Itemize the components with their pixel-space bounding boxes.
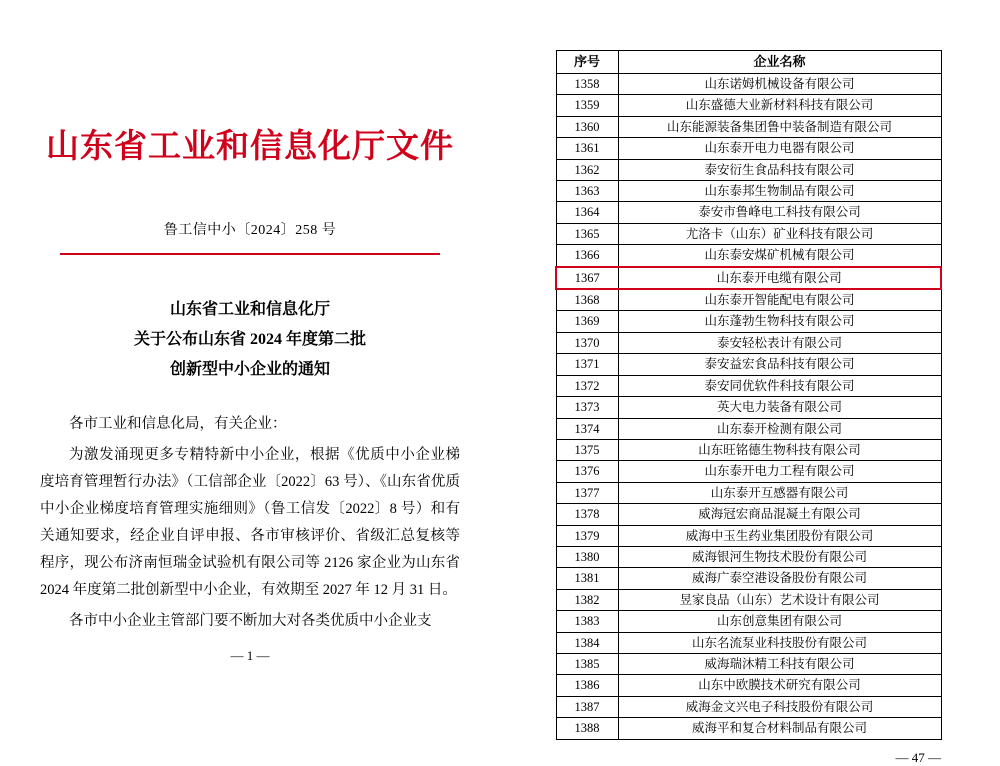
red-divider bbox=[60, 253, 440, 255]
cell-seq: 1381 bbox=[556, 568, 618, 589]
cell-seq: 1379 bbox=[556, 525, 618, 546]
cell-enterprise-name: 尤洛卡（山东）矿业科技有限公司 bbox=[618, 223, 941, 244]
cell-enterprise-name: 威海金文兴电子科技股份有限公司 bbox=[618, 696, 941, 717]
table-body bbox=[556, 74, 941, 740]
table-row bbox=[556, 375, 941, 396]
cell-enterprise-name: 威海中玉生药业集团股份有限公司 bbox=[618, 525, 941, 546]
cell-enterprise-name: 山东创意集团有限公司 bbox=[618, 611, 941, 632]
column-header-seq: 序号 bbox=[556, 51, 618, 74]
table-row bbox=[556, 611, 941, 632]
cell-enterprise-name: 山东泰开智能配电有限公司 bbox=[618, 289, 941, 311]
cell-seq: 1383 bbox=[556, 611, 618, 632]
table-row bbox=[556, 653, 941, 674]
table-row bbox=[556, 289, 941, 311]
table-row bbox=[556, 116, 941, 137]
document-body bbox=[40, 411, 460, 635]
body-paragraph-3: 各市中小企业主管部门要不断加大对各类优质中小企业支 bbox=[69, 613, 432, 629]
cell-seq: 1385 bbox=[556, 653, 618, 674]
cell-enterprise-name: 泰安同优软件科技有限公司 bbox=[618, 375, 941, 396]
table-row bbox=[556, 267, 941, 289]
table-row bbox=[556, 418, 941, 439]
table-header-row bbox=[556, 51, 941, 74]
cell-enterprise-name: 威海瑞沐精工科技有限公司 bbox=[618, 653, 941, 674]
table-row bbox=[556, 245, 941, 267]
cell-seq: 1387 bbox=[556, 696, 618, 717]
cell-seq: 1361 bbox=[556, 138, 618, 159]
table-row bbox=[556, 159, 941, 180]
table-row bbox=[556, 504, 941, 525]
cell-seq: 1358 bbox=[556, 74, 618, 95]
column-header-name: 企业名称 bbox=[618, 51, 941, 74]
document-heading bbox=[40, 295, 460, 385]
cell-seq: 1362 bbox=[556, 159, 618, 180]
document-left-page bbox=[40, 30, 460, 670]
table-row bbox=[556, 332, 941, 353]
cell-seq: 1367 bbox=[556, 267, 618, 289]
cell-enterprise-name: 威海平和复合材料制品有限公司 bbox=[618, 718, 941, 739]
cell-enterprise-name: 山东蓬勃生物科技有限公司 bbox=[618, 311, 941, 332]
cell-enterprise-name: 山东盛德大业新材料科技有限公司 bbox=[618, 95, 941, 116]
table-row bbox=[556, 675, 941, 696]
table-row bbox=[556, 461, 941, 482]
cell-seq: 1384 bbox=[556, 632, 618, 653]
cell-enterprise-name: 山东泰开电缆有限公司 bbox=[618, 267, 941, 289]
table-row bbox=[556, 354, 941, 375]
cell-enterprise-name: 山东名流泵业科技股份有限公司 bbox=[618, 632, 941, 653]
page-number-right: — 47 — bbox=[895, 749, 941, 765]
cell-enterprise-name: 山东泰开电力电器有限公司 bbox=[618, 138, 941, 159]
table-row bbox=[556, 546, 941, 567]
table-row bbox=[556, 95, 941, 116]
cell-seq: 1369 bbox=[556, 311, 618, 332]
cell-seq: 1380 bbox=[556, 546, 618, 567]
table-row bbox=[556, 568, 941, 589]
table-row bbox=[556, 439, 941, 460]
cell-seq: 1365 bbox=[556, 223, 618, 244]
cell-seq: 1363 bbox=[556, 181, 618, 202]
cell-seq: 1370 bbox=[556, 332, 618, 353]
cell-seq: 1366 bbox=[556, 245, 618, 267]
table-row bbox=[556, 397, 941, 418]
body-paragraph-1: 各市工业和信息化局，有关企业： bbox=[69, 416, 287, 432]
cell-enterprise-name: 泰安轻松表计有限公司 bbox=[618, 332, 941, 353]
cell-enterprise-name: 山东泰安煤矿机械有限公司 bbox=[618, 245, 941, 267]
cell-enterprise-name: 威海广泰空港设备股份有限公司 bbox=[618, 568, 941, 589]
cell-enterprise-name: 山东泰邦生物制品有限公司 bbox=[618, 181, 941, 202]
heading-line-3: 创新型中小企业的通知 bbox=[169, 361, 330, 378]
cell-enterprise-name: 英大电力装备有限公司 bbox=[618, 397, 941, 418]
cell-enterprise-name: 山东诺姆机械设备有限公司 bbox=[618, 74, 941, 95]
heading-line-2: 关于公布山东省 2024 年度第二批 bbox=[133, 331, 366, 348]
cell-seq: 1371 bbox=[556, 354, 618, 375]
cell-enterprise-name: 威海冠宏商品混凝土有限公司 bbox=[618, 504, 941, 525]
page-title: 山东省工业和信息化厅文件 bbox=[46, 129, 454, 165]
cell-enterprise-name: 山东泰开互感器有限公司 bbox=[618, 482, 941, 503]
cell-enterprise-name: 泰安市鲁峰电工科技有限公司 bbox=[618, 202, 941, 223]
table-row bbox=[556, 525, 941, 546]
table-row bbox=[556, 696, 941, 717]
cell-seq: 1364 bbox=[556, 202, 618, 223]
cell-seq: 1375 bbox=[556, 439, 618, 460]
cell-seq: 1360 bbox=[556, 116, 618, 137]
cell-seq: 1374 bbox=[556, 418, 618, 439]
document-number: 鲁工信中小〔2024〕258 号 bbox=[163, 223, 337, 238]
table-row bbox=[556, 311, 941, 332]
cell-enterprise-name: 昱家良品（山东）艺术设计有限公司 bbox=[618, 589, 941, 610]
cell-enterprise-name: 泰安衍生食品科技有限公司 bbox=[618, 159, 941, 180]
cell-enterprise-name: 山东泰开检测有限公司 bbox=[618, 418, 941, 439]
cell-seq: 1359 bbox=[556, 95, 618, 116]
table-row bbox=[556, 181, 941, 202]
cell-seq: 1382 bbox=[556, 589, 618, 610]
heading-line-1: 山东省工业和信息化厅 bbox=[169, 301, 330, 318]
cell-seq: 1368 bbox=[556, 289, 618, 311]
table-row bbox=[556, 202, 941, 223]
document-right-page bbox=[555, 50, 945, 766]
table-row bbox=[556, 632, 941, 653]
cell-seq: 1388 bbox=[556, 718, 618, 739]
cell-enterprise-name: 山东中欧膜技术研究有限公司 bbox=[618, 675, 941, 696]
table-row bbox=[556, 138, 941, 159]
enterprise-list-table bbox=[555, 50, 942, 740]
cell-enterprise-name: 山东能源装备集团鲁中装备制造有限公司 bbox=[618, 116, 941, 137]
page-number-left: — 1 — bbox=[230, 648, 270, 663]
cell-seq: 1373 bbox=[556, 397, 618, 418]
table-row bbox=[556, 482, 941, 503]
table-row bbox=[556, 718, 941, 739]
cell-seq: 1377 bbox=[556, 482, 618, 503]
table-row bbox=[556, 223, 941, 244]
cell-seq: 1386 bbox=[556, 675, 618, 696]
cell-enterprise-name: 威海银河生物技术股份有限公司 bbox=[618, 546, 941, 567]
cell-enterprise-name: 山东泰开电力工程有限公司 bbox=[618, 461, 941, 482]
table-row bbox=[556, 589, 941, 610]
table-row bbox=[556, 74, 941, 95]
cell-enterprise-name: 泰安益宏食品科技有限公司 bbox=[618, 354, 941, 375]
body-paragraph-2: 为激发涌现更多专精特新中小企业，根据《优质中小企业梯度培育管理暂行办法》（工信部企业〔2022〕63 号）、《山东省优质中小企业梯度培育管理实施细则》（鲁工信发〔2022〕8 号）和有关通知要求，经企业自评申报、各市审核评价、省级汇总复核等程序，现公布济南恒瑞金试验机有限公司等 2126 家企业为山东省 2024 年度第二批创新型中小企业，有效期至 2027 年 12 月 31 日。 bbox=[40, 447, 460, 598]
cell-seq: 1376 bbox=[556, 461, 618, 482]
cell-seq: 1378 bbox=[556, 504, 618, 525]
cell-enterprise-name: 山东旺铭德生物科技有限公司 bbox=[618, 439, 941, 460]
cell-seq: 1372 bbox=[556, 375, 618, 396]
